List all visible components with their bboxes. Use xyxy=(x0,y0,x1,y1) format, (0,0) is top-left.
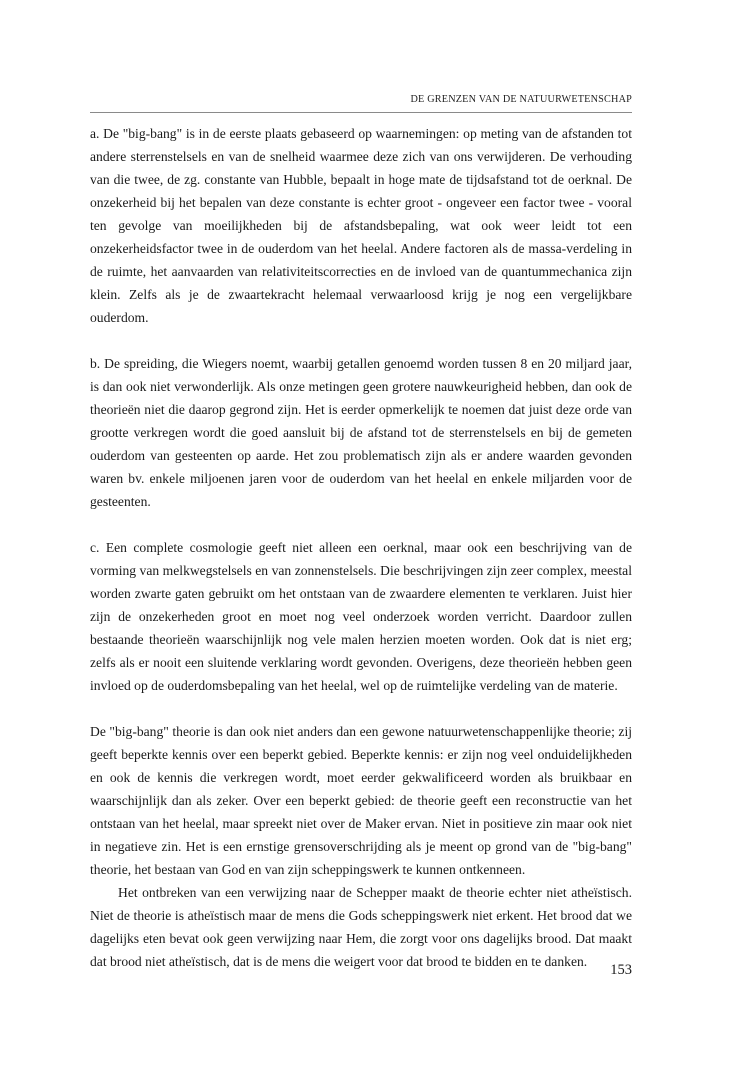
paragraph-conclusion: De "big-bang" theorie is dan ook niet anders dan een gewone natuurwetenschappenlijke theorie; zij geeft beperkte kennis over een beperkt gebied. Beperkte kennis: er zijn nog veel onduidelijkheden en ook de kennis die verkregen wordt, moet eerder gekwalificeerd worden als bruikbaar en waarschijnlijk dan als zeker. Over een beperkt gebied: de theorie geeft een reconstructie van het ontstaan van het heelal, maar spreekt niet over de Maker ervan. Niet in positieve zin maar ook niet in negatieve zin. Het is een ernstige grensoverschrijding als je meent op grond van de "big-bang" theorie, het bestaan van God en van zijn scheppingswerk te kunnen ontkenneen. xyxy=(90,724,632,877)
paragraph-b: b. De spreiding, die Wiegers noemt, waarbij getallen genoemd worden tussen 8 en 20 miljard jaar, is dan ook niet verwonderlijk. Als onze metingen geen grotere nauwkeurigheid hebben, dan ook de theorieën niet die daarop gegrond zijn. Het is eerder opmerkelijk te noemen dat juist deze orde van grootte verkregen wordt die goed aansluit bij de afstand tot de sterrenstelsels en bij de gemeten ouderdom van gesteenten op aarde. Het zou problematisch zijn als er andere waarden gevonden waren bv. enkele miljoenen jaren voor de ouderdom van het heelal en enkele miljarden voor de gesteenten. xyxy=(90,356,632,509)
paragraph-c: c. Een complete cosmologie geeft niet alleen een oerknal, maar ook een beschrijving van de vorming van melkwegstelsels en van zonnenstelsels. Die beschrijvingen zijn zeer complex, meestal worden zwarte gaten gebruikt om het ontstaan van de zwaardere elementen te verklaren. Juist hier zijn de onzekerheden groot en moet nog veel onderzoek worden verricht. Daardoor zullen bestaande theorieën waarschijnlijk nog vele malen herzien moeten worden. Ook dat is niet erg; zelfs als er nooit een sluitende verklaring wordt gevonden. Overigens, deze theorieën hebben geen invloed op de ouderdomsbepaling van het heelal, wel op de ruimtelijke verdeling van de materie. xyxy=(90,540,632,693)
body-text xyxy=(90,122,632,973)
page-number: 153 xyxy=(610,962,632,978)
paragraph-closing: Het ontbreken van een verwijzing naar de Schepper maakt de theorie echter niet atheïstisch. Niet de theorie is atheïstisch maar de mens die Gods scheppingswerk niet erkent. Het brood dat we dagelijks eten bevat ook geen verwijzing naar Hem, die zorgt voor ons dagelijks brood. Dat maakt dat brood niet atheïstisch, dat is de mens die weigert voor dat brood te bidden en te danken. xyxy=(90,885,632,969)
running-header: DE GRENZEN VAN DE NATUURWETENSCHAP xyxy=(410,94,632,105)
header-rule xyxy=(90,112,632,113)
paragraph-a: a. De "big-bang" is in de eerste plaats gebaseerd op waarnemingen: op meting van de afstanden tot andere sterrenstelsels en van de snelheid waarmee deze zich van ons verwijderen. De verhouding van die twee, de zg. constante van Hubble, bepaalt in hoge mate de tijdsafstand tot de oerknal. De onzekerheid bij het bepalen van deze constante is echter groot - ongeveer een factor twee - vooral ten gevolge van moeilijkheden bij de afstandsbepaling, wat ook weer leidt tot een onzekerheidsfactor twee in de ouderdom van het heelal. Andere factoren als de massa-verdeling in de ruimte, het aanvaarden van relativiteitscorrecties en de invloed van de quantummechanica zijn klein. Zelfs als je de zwaartekracht helemaal verwaarloosd krijg je nog een vergelijkbare ouderdom. xyxy=(90,126,632,325)
